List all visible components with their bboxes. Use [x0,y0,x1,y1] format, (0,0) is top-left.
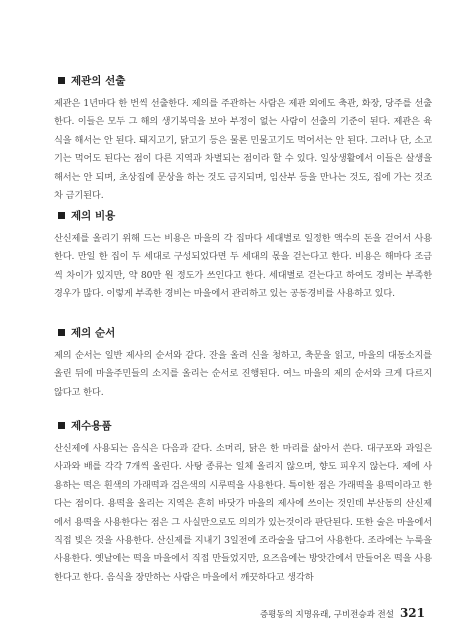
section-ritual-cost [54,208,432,304]
square-bullet-icon [58,422,65,429]
section-heading [54,325,432,339]
section-ritual-order [54,325,432,402]
section-body: 제의 순서는 일반 제사의 순서와 같다. 잔을 올려 신을 청하고, 축문을 읽고, 마을의 대동소지를 올린 뒤에 마을주민들의 소지를 올리는 순서로 진행된다. 여느 마을의 제의 순서와 크게 다르지 않다고 한다. [54,350,432,398]
heading-text: 제의 비용 [71,209,116,222]
section-body: 산신제를 올리기 위해 드는 비용은 마을의 각 집마다 세대별로 일정한 액수의 돈을 걷어서 사용한다. 만일 한 집이 두 세대로 구성되었다면 두 세대의 몫을 걷는다고 한다. 비용은 해마다 조금씩 차이가 있지만, 약 80만 원 정도가 쓰인다고 한다. 세대별로 걷는다고 하여도 경비는 부족한 경우가 많다. 이렇게 부족한 경비는 마을에서 관리하고 있는 공동경비를 사용하고 있다. [54,233,432,300]
heading-text: 제수용품 [71,419,112,432]
heading-text: 제의 순서 [71,326,116,339]
section-heading [54,73,432,87]
section-body: 산신제에 사용되는 음식은 다음과 같다. 소머리, 닭은 한 마리를 삶아서 쓴다. 대구포와 과일은 사과와 배를 각각 7개씩 올린다. 사탕 종류는 일체 올리지 않으며, 향도 피우지 않는다. 제에 사용하는 떡은 흰색의 가래떡과 검은색의 시루떡을 사용한다. 특이한 점은 가래떡을 용떡이라고 한다는 점이다. 용떡을 올리는 지역은 흔히 바닷가 마을의 제사에 쓰이는 것인데 부산동의 산신제에서 용떡을 사용한다는 점은 그 사실만으로도 의의가 있는것이라 판단된다. 또한 술은 마을에서 직접 빚은 것을 사용한다. 산신제를 지내기 3일전에 조라술을 담그어 사용한다. 조라에는 누룩을 사용한다. 옛날에는 떡을 마을에서 직접 만들었지만, 요즈음에는 방앗간에서 만들어온 떡을 사용한다고 한다. 음식을 장만하는 사람은 마을에서 깨끗하다고 생각하 [54,443,432,583]
page-footer [260,606,425,620]
section-heading [54,418,432,432]
square-bullet-icon [58,77,65,84]
running-title: 증평동의 지명유래, 구비전승과 전설 [259,610,394,620]
section-offerings [54,418,432,587]
section-body: 제관은 1년마다 한 번씩 선출한다. 제의를 주관하는 사람은 제관 외에도 축관, 화장, 당주를 선출한다. 이들은 모두 그 해의 생기복덕을 보아 부정이 없는 사람이 선출의 기준이 된다. 제관은 육식을 해서는 안 된다. 돼지고기, 닭고기 등은 물론 민물고기도 먹어서는 안 된다. 그러나 단, 소고기는 먹어도 된다는 점이 다른 지역과 차별되는 점이라 할 수 있다. 일상생활에서 이들은 살생을 해서는 안 되며, 초상집에 문상을 하는 것도 금지되며, 임산부 등을 만나는 것도, 집에 가는 것조차 금기된다. [54,98,432,202]
square-bullet-icon [58,329,65,336]
square-bullet-icon [58,212,65,219]
page-number: 321 [399,606,425,620]
section-heading [54,208,432,222]
section-officiant-selection [54,73,432,205]
heading-text: 제관의 선출 [71,74,126,87]
